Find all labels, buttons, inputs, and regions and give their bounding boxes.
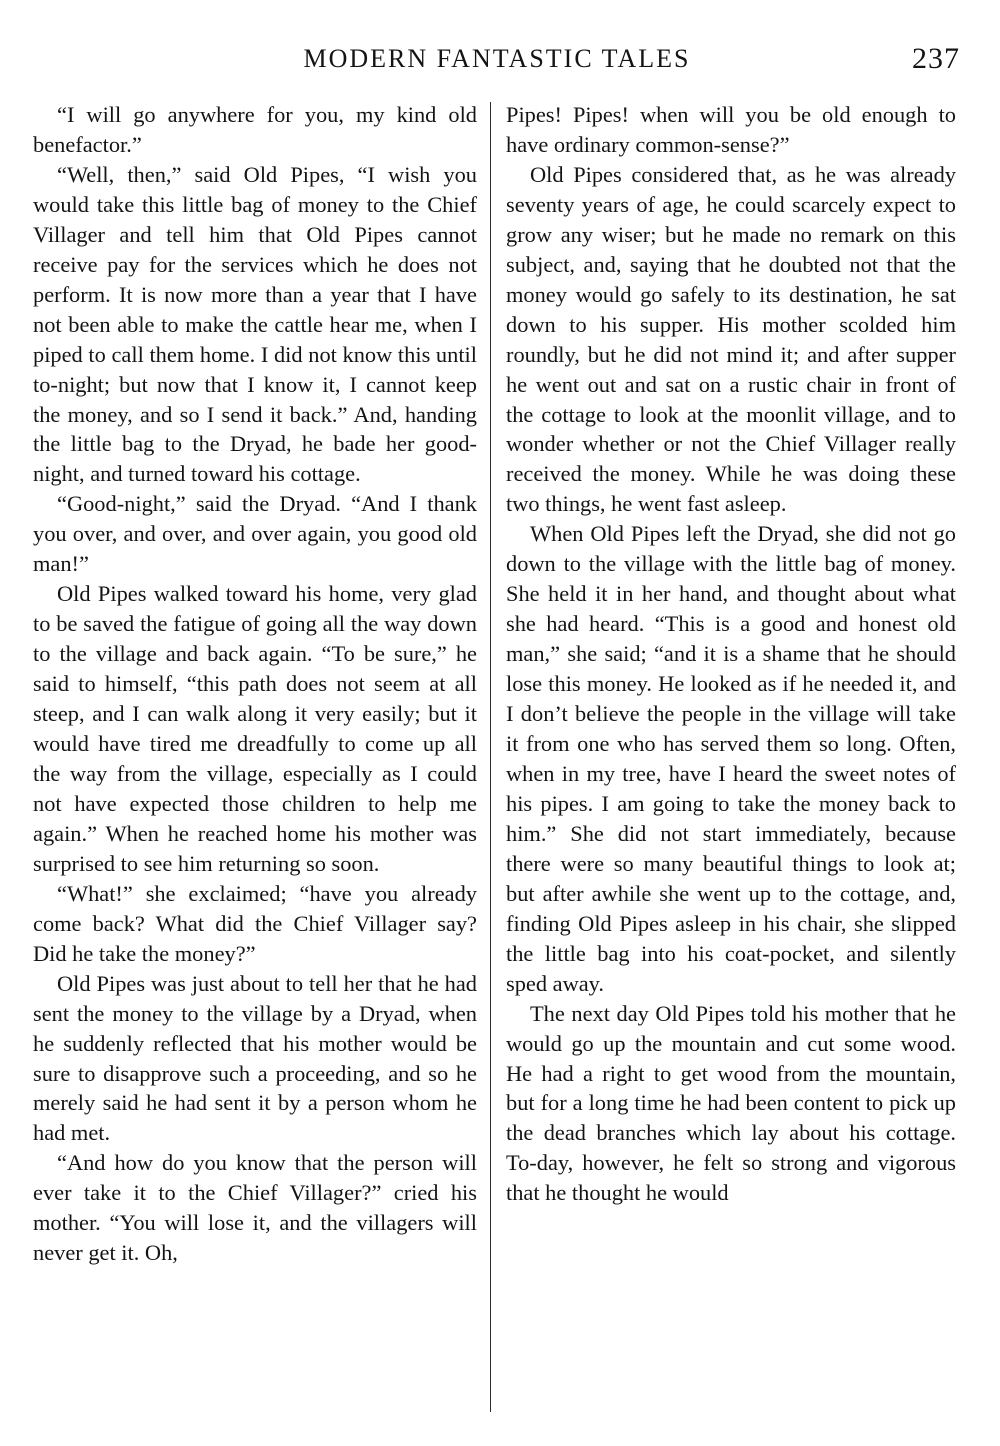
page-number: 237 bbox=[912, 42, 960, 75]
paragraph: “Well, then,” said Old Pipes, “I wish you would take this little bag of money to the Chief Villager and tell him that Old Pipes cannot receive pay for the services which he does not perform. It is now more than a year that I have not been able to make the cattle hear me, when I piped to call them home. I did not know this until to-night; but now that I know it, I cannot keep the money, and so I send it back.” And, handing the little bag to the Dryad, he bade her good-night, and turned toward his cottage. bbox=[33, 161, 477, 487]
paragraph: “What!” she exclaimed; “have you already come back? What did the Chief Villager say? Did he take the money?” bbox=[33, 880, 477, 966]
paragraph: The next day Old Pipes told his mother that he would go up the mountain and cut some wood. He had a right to get wood from the mountain, but for a long time he had been content to pick up the dead branches which lay about his cottage. To-day, however, he felt so strong and vigorous that he thought he would bbox=[506, 1000, 956, 1206]
paragraph: “I will go anywhere for you, my kind old benefactor.” bbox=[33, 102, 477, 157]
paragraph: “Good-night,” said the Dryad. “And I thank you over, and over, and over again, you good old man!” bbox=[33, 491, 477, 577]
paragraph: When Old Pipes left the Dryad, she did not go down to the village with the little bag of money. She held it in her hand, and thought about what she had heard. “This is a good and honest old man,” she said; “and it is a shame that he should lose this money. He looked as if he needed it, and I don’t believe the people in the village will take it from one who has served them so long. Often, when in my tree, have I heard the sweet notes of his pipes. I am going to take the money back to him.” She did not start immediately, because there were so many beautiful things to look at; but after awhile she went up to the cottage, and, finding Old Pipes asleep in his chair, she slipped the little bag into his coat-pocket, and silently sped away. bbox=[506, 521, 956, 996]
paragraph: Old Pipes considered that, as he was already seventy years of age, he could scarcely expect to grow any wiser; but he made no remark on this subject, and, saying that he doubted not that the money would go safely to its destination, he sat down to his supper. His mother scolded him roundly, but he did not mind it; and after supper he went out and sat on a rustic chair in front of the cottage to look at the moonlit village, and to wonder whether or not the Chief Villager really received the money. While he was doing these two things, he went fast asleep. bbox=[506, 161, 956, 517]
paragraph-continued: Pipes! Pipes! when will you be old enough to have ordinary common-sense?” bbox=[506, 102, 956, 157]
paragraph: “And how do you know that the person will ever take it to the Chief Villager?” cried his mother. “You will lose it, and the villagers will never get it. Oh, bbox=[33, 1150, 477, 1266]
left-column bbox=[33, 100, 477, 1268]
running-head bbox=[34, 40, 960, 80]
right-column bbox=[506, 100, 956, 1208]
running-title: MODERN FANTASTIC TALES bbox=[303, 44, 691, 73]
column-divider bbox=[490, 102, 491, 1412]
paragraph: Old Pipes was just about to tell her that he had sent the money to the village by a Dryad, when he suddenly reflected that his mother would be sure to disapprove such a proceeding, and so he merely said he had sent it by a person whom he had met. bbox=[33, 970, 477, 1146]
paragraph: Old Pipes walked toward his home, very glad to be saved the fatigue of going all the way down to the village and back again. “To be sure,” he said to himself, “this path does not seem at all steep, and I can walk along it very easily; but it would have tired me dreadfully to come up all the way from the village, especially as I could not have expected those children to help me again.” When he reached home his mother was surprised to see him returning so soon. bbox=[33, 581, 477, 876]
